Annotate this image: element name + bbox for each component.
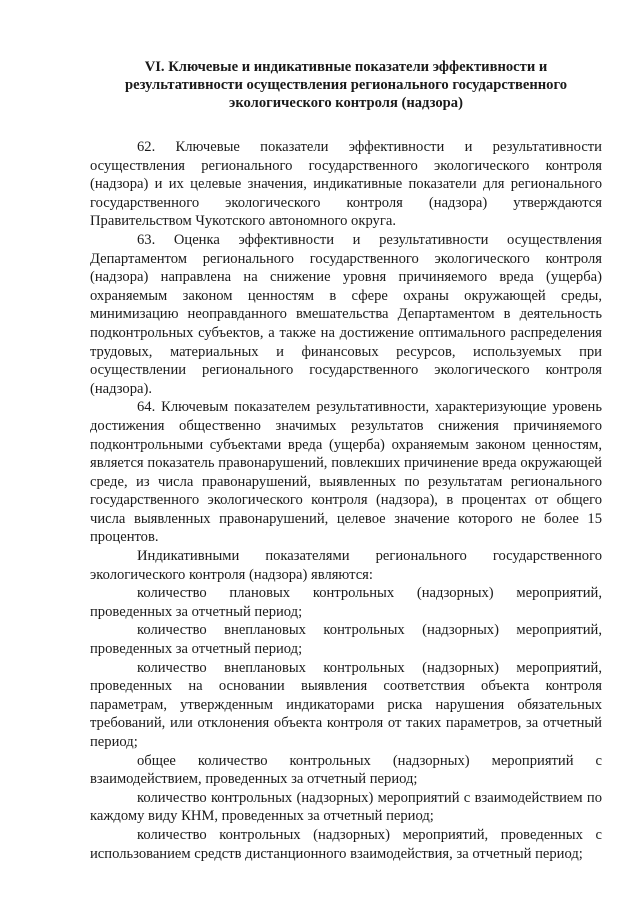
indicator-item: количество контрольных (надзорных) мероприятий, проведенных с использованием средств дистанционного взаимодействия, за отчетный период; [90,826,602,862]
section-heading: VI. Ключевые и индикативные показатели эффективности и результативности осуществления регионального государственного экологического контроля (надзора) [124,59,568,111]
document-page [90,58,602,863]
indicator-item: количество внеплановых контрольных (надзорных) мероприятий, проведенных за отчетный период; [90,622,602,658]
paragraph-62: 62. Ключевые показатели эффективности и результативности осуществления регионального государственного экологического контроля (надзора) и их целевые значения, индикативные показатели для регионального государственного экологического контроля (надзора) утверждаются Правительством Чукотского автономного округа. [90,139,602,230]
indicator-item: количество контрольных (надзорных) мероприятий с взаимодействием по каждому виду КНМ, проведенных за отчетный период; [90,789,602,825]
indicator-item: количество плановых контрольных (надзорных) мероприятий, проведенных за отчетный период; [90,585,602,620]
paragraph-63: 63. Оценка эффективности и результативности осуществления Департаментом регионального государственного экологического контроля (надзора) направлена на снижение уровня причиняемого вреда (ущерба) охраняемым законом ценностям в сфере охраны окружающей среды, минимизацию неоправданного вмешательства Департаментом в деятельность подконтрольных субъектов, а также на достижение оптимального распределения трудовых, материальных и финансовых ресурсов, используемых при осуществлении регионального государственного экологического контроля (надзора). [90,231,602,397]
paragraph-64: 64. Ключевым показателем результативности, характеризующие уровень достижения общественно значимых результатов снижения причиняемого подконтрольными субъектами вреда (ущерба) охраняемым законом ценностям, является показатель правонарушений, повлекших причинение вреда окружающей среде, из числа правонарушений, выявленных по результатам регионального государственного экологического контроля (надзора), в процентах от общего числа выявленных правонарушений, целевое значение которого не более 15 процентов. [90,399,602,546]
indicator-item: количество внеплановых контрольных (надзорных) мероприятий, проведенных на основании выявления соответствия объекта контроля параметрам, утвержденным индикаторами риска нарушения обязательных требований, или отклонения объекта контроля от таких параметров, за отчетный период; [90,659,602,750]
indicator-item: общее количество контрольных (надзорных) мероприятий с взаимодействием, проведенных за отчетный период; [90,752,602,788]
indicators-intro: Индикативными показателями регионального государственного экологического контроля (надзора) являются: [90,548,602,583]
